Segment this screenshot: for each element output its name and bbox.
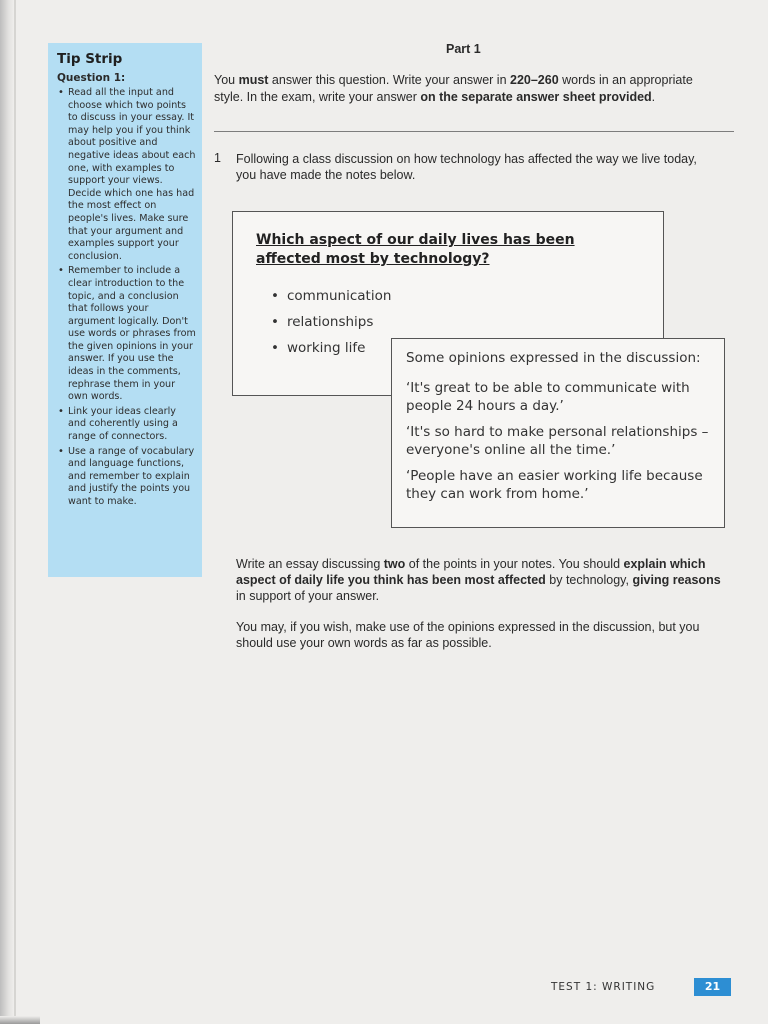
intro-emphasis: 220–260: [510, 73, 559, 87]
task-text: Write an essay discussing: [236, 557, 384, 571]
tip-paragraph: • Read all the input and choose which two points to discuss in your essay. It may help you if you think about positive and negative ideas about each one, with examples to support your views.: [68, 87, 196, 187]
page-corner-shadow: [0, 1016, 40, 1024]
task-note: You may, if you wish, make use of the opinions expressed in the discussion, but you should use your own words as far as possible.: [236, 620, 700, 650]
opinion-quote: ‘It's great to be able to communicate with people 24 hours a day.’: [406, 380, 690, 414]
intro-text: .: [651, 90, 656, 104]
tip-item: • Use a range of vocabulary and language functions, and remember to explain and justify the points you want to make.: [57, 446, 196, 509]
notes-item-communication: • communication: [271, 283, 391, 309]
tip-paragraph: Decide which one has had the most effect on people's lives. Make sure that your argument and examples support your conclusion.: [68, 187, 195, 262]
opinion-quote: ‘It's so hard to make personal relationships – everyone's online all the time.’: [406, 424, 709, 458]
intro-emphasis: on the separate answer sheet provided: [420, 90, 652, 104]
tip-strip-subtitle: Question 1:: [57, 72, 126, 84]
task-emphasis: explain which aspect of daily life you think has been most affected: [236, 557, 706, 587]
task-instructions: [236, 556, 726, 604]
footer-section-label: TEST 1: WRITING: [551, 981, 656, 993]
notes-list: [271, 283, 391, 361]
notes-item-working-life: • working life: [271, 335, 391, 361]
opinions-heading: Some opinions expressed in the discussion:: [406, 350, 701, 366]
tip-item: • Link your ideas clearly and coherently using a range of connectors.: [57, 406, 196, 444]
tip-list: [57, 87, 196, 509]
tip-strip-title: Tip Strip: [57, 51, 123, 67]
page-binding-shadow: [0, 0, 14, 1024]
page-number: 21: [694, 978, 731, 996]
section-divider: [214, 131, 734, 132]
intro-text: You: [214, 73, 239, 87]
task-text: of the points in your notes. You should: [405, 557, 624, 571]
question-text: Following a class discussion on how technology has affected the way we live today, you have made the notes below.: [236, 152, 697, 182]
opinion-quote: ‘People have an easier working life because they can work from home.’: [406, 468, 703, 502]
notes-item-relationships: • relationships: [271, 309, 391, 335]
instructions-intro: [214, 72, 724, 106]
intro-text: words in an appropriate style. In the exam, write your answer: [214, 73, 693, 104]
intro-text: answer this question. Write your answer in: [268, 73, 510, 87]
task-emphasis: giving reasons: [632, 573, 721, 587]
question-number: 1: [214, 151, 221, 165]
tip-strip: [48, 43, 202, 577]
tip-item: • Remember to include a clear introduction to the topic, and a conclusion that follows your argument logically. Don't use words or phrases from the given opinions in your answer. If you use the ideas in the comments, rephrase them in your own words.: [57, 265, 196, 404]
notes-title: Which aspect of our daily lives has been affected most by technology?: [256, 232, 575, 267]
page-edge: [14, 0, 16, 1024]
part-heading: Part 1: [446, 42, 481, 56]
task-text: by technology,: [545, 573, 633, 587]
tip-item: [57, 87, 196, 263]
task-emphasis: two: [383, 557, 406, 571]
opinions-box: [391, 338, 725, 528]
task-text: in support of your answer.: [236, 589, 380, 603]
intro-emphasis: must: [238, 73, 269, 87]
